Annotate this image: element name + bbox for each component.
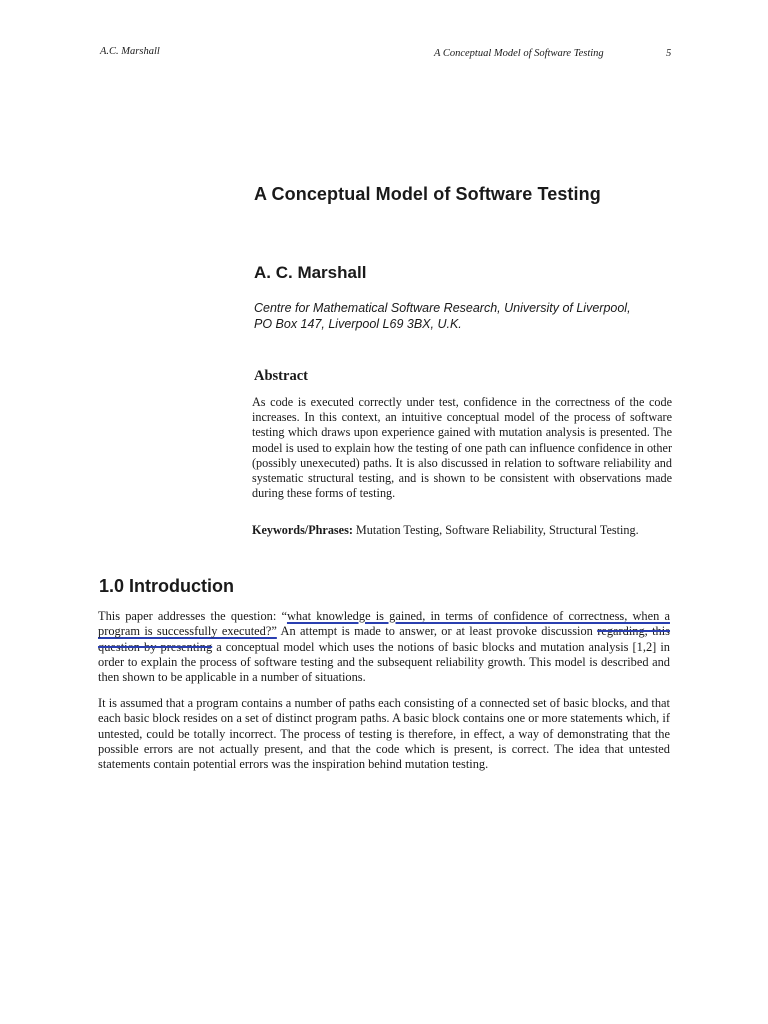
keywords-text: Mutation Testing, Software Reliability, Structural Testing. xyxy=(355,523,639,537)
running-header-title: A Conceptual Model of Software Testing xyxy=(434,48,604,59)
introduction-paragraph-2: It is assumed that a program contains a number of paths each consisting of a connected set of basic blocks, and that each basic block resides on a set of distinct program paths. A basic block contains one or more statements which, if untested, could be totally incorrect. The process of testing is therefore, in effect, a way of demonstrating that the possible errors are not actually present, and that the code which is present, is correct. The idea that untested statements contain potential errors was the inspiration behind mutation testing. xyxy=(98,696,670,772)
intro-p1-middle: An attempt is made to answer, or at least provoke discussion xyxy=(276,624,598,639)
page-number: 5 xyxy=(666,48,672,59)
paper-author: A. C. Marshall xyxy=(254,263,367,282)
intro-p1-tail: a conceptual model which uses the notions of basic blocks and mutation analysis [1,2] in order to explain the process of software testing and the subsequent reliability growth. This model is described and then shown to be applicable in a number of situations. xyxy=(98,639,670,685)
running-header-author: A.C. Marshall xyxy=(100,46,160,57)
abstract-heading: Abstract xyxy=(254,368,308,384)
abstract-body: As code is executed correctly under test, confidence in the correctness of the code increases. In this context, an intuitive conceptual model of the process of software testing which draws upon experience gained with mutation analysis is presented. The model is used to explain how the testing of one path can influence confidence in other (possibly unexecuted) paths. It is also discussed in relation to software reliability and systematic structural testing, and is shown to be consistent with observations made during these forms of testing. xyxy=(252,395,672,501)
author-affiliation xyxy=(254,300,674,332)
introduction-paragraph-1 xyxy=(98,609,670,685)
intro-p1-lead: This paper addresses the question: “ xyxy=(98,609,287,623)
running-header xyxy=(0,46,768,66)
paper-title: A Conceptual Model of Software Testing xyxy=(254,184,601,204)
affiliation-line-1: Centre for Mathematical Software Research, University of Liverpool, xyxy=(254,301,631,315)
keywords xyxy=(252,523,672,538)
section-heading-introduction: 1.0 Introduction xyxy=(99,576,234,596)
handwritten-strikethrough-annotation: regarding, this question by presenting xyxy=(98,624,671,654)
keywords-label: Keywords/Phrases: xyxy=(252,523,353,537)
handwritten-underline-annotation: what knowledge is gained, in terms of confidence of correctness, when a program is successfully executed?” xyxy=(98,609,670,639)
affiliation-line-2: PO Box 147, Liverpool L69 3BX, U.K. xyxy=(254,317,462,331)
